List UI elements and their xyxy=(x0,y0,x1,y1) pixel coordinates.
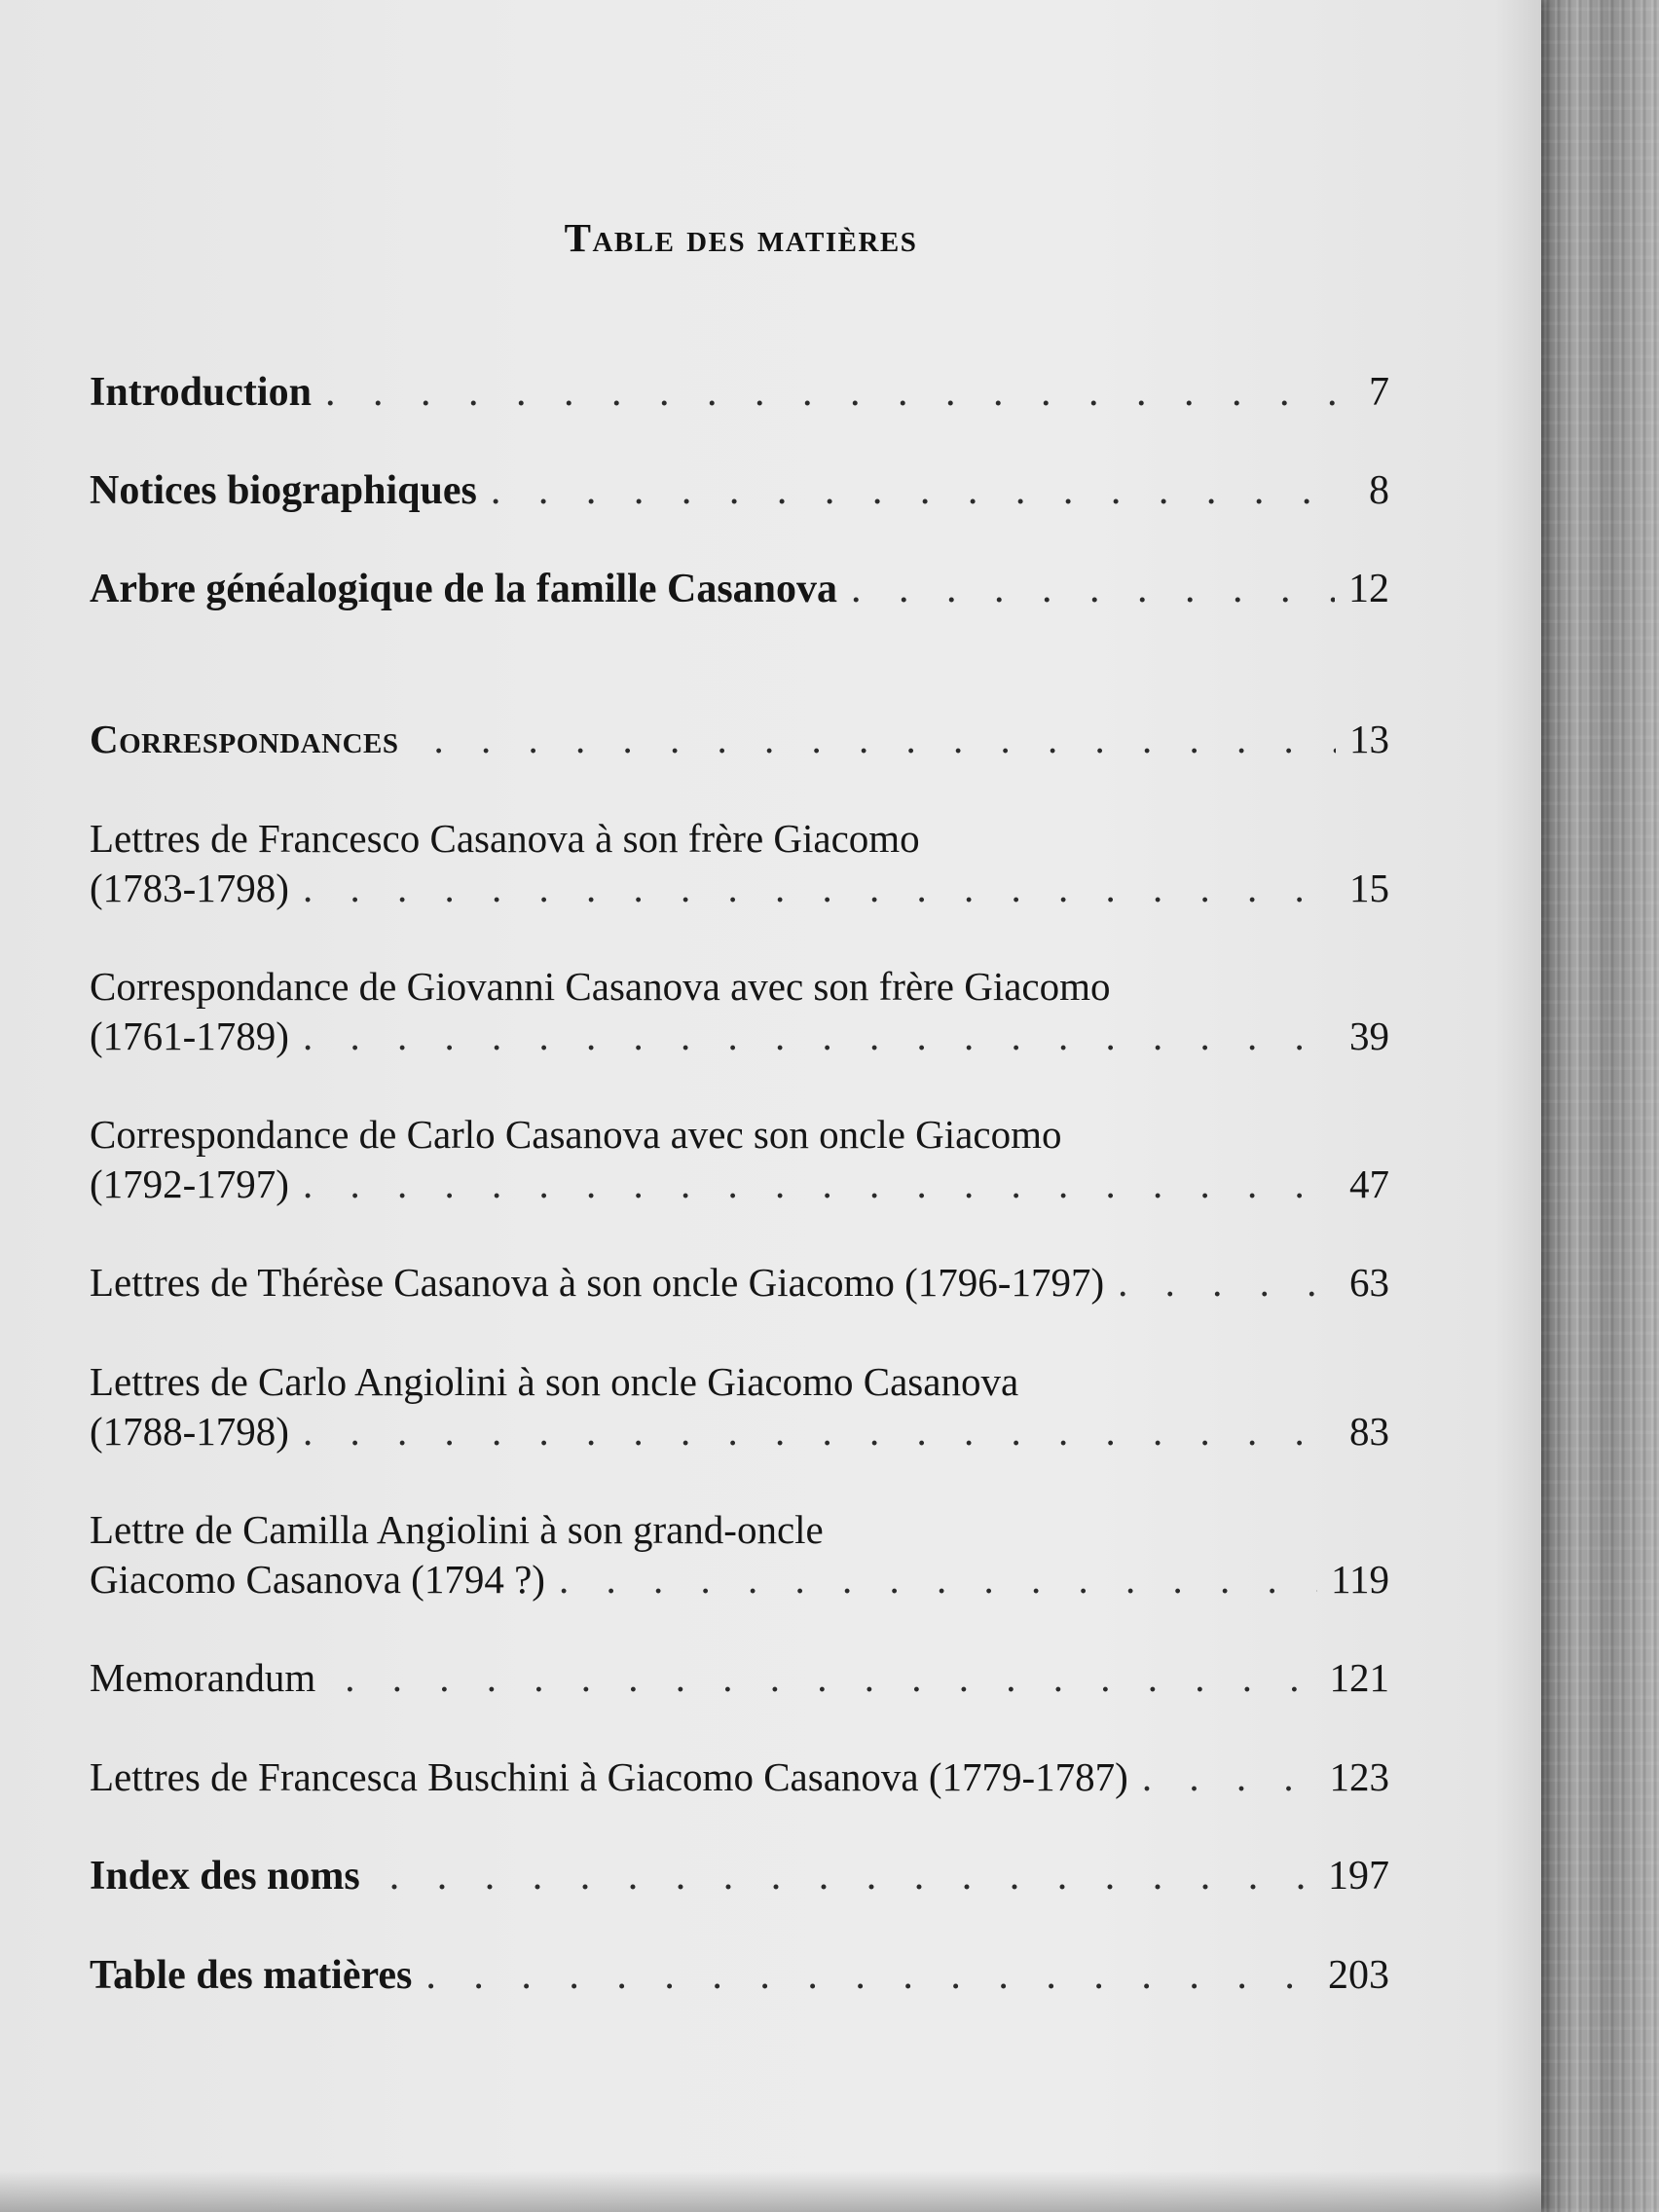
page-bottom-shadow xyxy=(0,2171,1541,2212)
toc-entry-title: Lettres de Francesco Casanova à son frère Giacomo xyxy=(90,816,920,861)
toc-entry-page: 123 xyxy=(1329,1754,1389,1799)
toc-entry-page: 83 xyxy=(1349,1409,1389,1454)
toc-entry-notices xyxy=(90,466,1389,516)
dot-leader xyxy=(559,1555,1317,1604)
toc-entry-title: Lettres de Carlo Angiolini à son oncle Giacomo Casanova xyxy=(90,1359,1019,1404)
toc-entry-page: 63 xyxy=(1349,1260,1389,1305)
toc-entry-page: 119 xyxy=(1331,1557,1389,1602)
toc-entry-memorandum xyxy=(90,1653,1389,1703)
dot-leader xyxy=(325,368,1337,418)
toc-entry-page: 8 xyxy=(1369,468,1389,513)
dot-leader xyxy=(1142,1752,1316,1802)
book-binding xyxy=(1533,0,1659,2212)
toc-entry-page: 197 xyxy=(1328,1854,1389,1899)
toc-entry-subtitle: (1792-1797) xyxy=(90,1161,289,1206)
dot-leader xyxy=(433,715,1336,764)
dot-leader xyxy=(425,1951,1314,2001)
toc-entry-title: Memorandum xyxy=(90,1655,316,1700)
toc-entry-title: Lettres de Thérèse Casanova à son oncle Giacomo (1796-1797) xyxy=(90,1260,1105,1305)
toc-entry-page: 12 xyxy=(1348,567,1389,611)
dot-leader xyxy=(303,1160,1336,1209)
toc-entry-arbre xyxy=(90,565,1389,614)
toc-entry-buschini xyxy=(90,1752,1389,1802)
toc-section-correspondances xyxy=(90,715,1389,764)
dot-leader xyxy=(303,864,1336,913)
toc-entry-francesco xyxy=(90,814,1389,913)
toc-entry-subtitle: (1783-1798) xyxy=(90,866,289,910)
toc-entry-therese xyxy=(90,1258,1389,1308)
toc-entry-page: 39 xyxy=(1349,1014,1389,1058)
toc-entry-title: Correspondance de Carlo Casanova avec son oncle Giacomo xyxy=(90,1112,1062,1157)
toc-entry-page: 47 xyxy=(1349,1161,1389,1206)
toc-entry-table xyxy=(90,1951,1389,2001)
toc-entry-subtitle: Giacomo Casanova (1794 ?) xyxy=(90,1557,545,1602)
toc-entry-subtitle: (1788-1798) xyxy=(90,1409,289,1454)
dot-leader xyxy=(389,1852,1314,1901)
toc-entry-title: Index des noms xyxy=(90,1854,360,1899)
toc-entry-title: Lettres de Francesca Buschini à Giacomo Casanova (1779-1787) xyxy=(90,1754,1128,1799)
toc-entry-page: 7 xyxy=(1369,370,1389,415)
dot-leader xyxy=(851,565,1335,614)
toc-entry-page: 13 xyxy=(1349,717,1389,761)
toc-entry-subtitle: (1761-1789) xyxy=(90,1014,289,1058)
toc-entry-introduction xyxy=(90,368,1389,418)
toc-entry-title: Introduction xyxy=(90,370,312,415)
dot-leader xyxy=(1118,1258,1336,1308)
toc-entry-angiolini-camilla xyxy=(90,1505,1389,1604)
dot-leader xyxy=(491,466,1337,516)
dot-leader xyxy=(345,1653,1315,1703)
toc-entry-title: Arbre généalogique de la famille Casanova xyxy=(90,567,838,611)
toc-entry-title: Lettre de Camilla Angiolini à son grand-oncle xyxy=(90,1507,824,1552)
toc-entry-page: 203 xyxy=(1328,1953,1389,1998)
toc-entry-page: 121 xyxy=(1329,1655,1389,1700)
dot-leader xyxy=(303,1407,1336,1456)
dot-leader xyxy=(303,1012,1336,1061)
toc-entry-title: Correspondances xyxy=(90,717,399,761)
toc-entry-angiolini-carlo xyxy=(90,1357,1389,1456)
toc-entry-index xyxy=(90,1852,1389,1901)
toc-entry-page: 15 xyxy=(1349,866,1389,910)
toc-entry-title: Table des matières xyxy=(90,1953,413,1998)
page-title: Table des matières xyxy=(564,215,918,260)
toc-entry-title: Notices biographiques xyxy=(90,468,477,513)
toc-entry-carlo xyxy=(90,1110,1389,1209)
toc-entry-giovanni xyxy=(90,962,1389,1061)
toc-entry-title: Correspondance de Giovanni Casanova avec son frère Giacomo xyxy=(90,964,1111,1009)
